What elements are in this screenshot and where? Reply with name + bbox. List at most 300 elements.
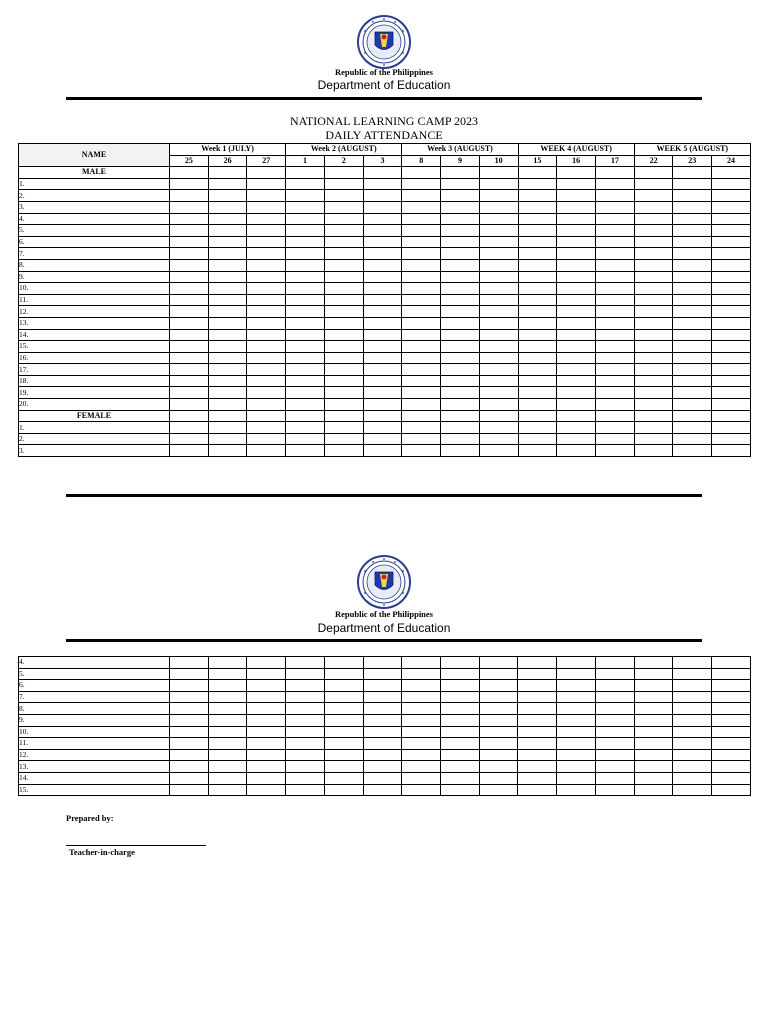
attendance-cell[interactable]	[170, 306, 209, 318]
student-name-cell[interactable]: 10.	[19, 726, 170, 738]
attendance-cell[interactable]	[595, 738, 634, 750]
attendance-cell[interactable]	[208, 680, 247, 692]
attendance-cell[interactable]	[673, 294, 712, 306]
attendance-cell[interactable]	[518, 714, 557, 726]
attendance-cell[interactable]	[634, 445, 673, 457]
attendance-cell[interactable]	[324, 341, 363, 353]
attendance-cell[interactable]	[712, 167, 751, 179]
attendance-cell[interactable]	[208, 772, 247, 784]
attendance-cell[interactable]	[363, 201, 402, 213]
attendance-cell[interactable]	[518, 283, 557, 295]
attendance-cell[interactable]	[247, 190, 286, 202]
attendance-cell[interactable]	[402, 703, 441, 715]
attendance-cell[interactable]	[208, 387, 247, 399]
attendance-cell[interactable]	[402, 738, 441, 750]
attendance-cell[interactable]	[518, 772, 557, 784]
attendance-cell[interactable]	[441, 375, 480, 387]
attendance-cell[interactable]	[402, 294, 441, 306]
attendance-cell[interactable]	[286, 703, 325, 715]
attendance-cell[interactable]	[518, 749, 557, 761]
attendance-cell[interactable]	[518, 691, 557, 703]
attendance-cell[interactable]	[363, 772, 402, 784]
attendance-cell[interactable]	[324, 352, 363, 364]
attendance-cell[interactable]	[712, 317, 751, 329]
attendance-cell[interactable]	[324, 433, 363, 445]
attendance-cell[interactable]	[247, 259, 286, 271]
attendance-cell[interactable]	[557, 445, 596, 457]
attendance-cell[interactable]	[170, 213, 209, 225]
attendance-cell[interactable]	[712, 691, 751, 703]
attendance-cell[interactable]	[286, 283, 325, 295]
attendance-cell[interactable]	[286, 352, 325, 364]
attendance-cell[interactable]	[595, 248, 634, 260]
attendance-cell[interactable]	[363, 167, 402, 179]
attendance-cell[interactable]	[170, 271, 209, 283]
attendance-cell[interactable]	[557, 178, 596, 190]
attendance-cell[interactable]	[286, 294, 325, 306]
attendance-cell[interactable]	[557, 248, 596, 260]
attendance-cell[interactable]	[441, 668, 480, 680]
student-name-cell[interactable]: 15.	[19, 341, 170, 353]
attendance-cell[interactable]	[557, 329, 596, 341]
attendance-cell[interactable]	[247, 749, 286, 761]
attendance-cell[interactable]	[286, 236, 325, 248]
attendance-cell[interactable]	[170, 201, 209, 213]
attendance-cell[interactable]	[557, 422, 596, 434]
attendance-cell[interactable]	[402, 225, 441, 237]
attendance-cell[interactable]	[673, 761, 712, 773]
attendance-cell[interactable]	[712, 178, 751, 190]
attendance-cell[interactable]	[247, 433, 286, 445]
attendance-cell[interactable]	[247, 329, 286, 341]
attendance-cell[interactable]	[441, 167, 480, 179]
attendance-cell[interactable]	[595, 749, 634, 761]
attendance-cell[interactable]	[247, 248, 286, 260]
attendance-cell[interactable]	[208, 726, 247, 738]
attendance-cell[interactable]	[557, 306, 596, 318]
attendance-cell[interactable]	[363, 178, 402, 190]
attendance-cell[interactable]	[324, 213, 363, 225]
attendance-cell[interactable]	[712, 248, 751, 260]
student-name-cell[interactable]: 11.	[19, 738, 170, 750]
attendance-cell[interactable]	[673, 213, 712, 225]
attendance-cell[interactable]	[712, 294, 751, 306]
attendance-cell[interactable]	[595, 317, 634, 329]
attendance-cell[interactable]	[363, 784, 402, 796]
attendance-cell[interactable]	[595, 213, 634, 225]
attendance-cell[interactable]	[712, 668, 751, 680]
attendance-cell[interactable]	[363, 749, 402, 761]
attendance-cell[interactable]	[247, 738, 286, 750]
attendance-cell[interactable]	[363, 248, 402, 260]
attendance-cell[interactable]	[595, 341, 634, 353]
attendance-cell[interactable]	[402, 271, 441, 283]
attendance-cell[interactable]	[634, 364, 673, 376]
attendance-cell[interactable]	[441, 259, 480, 271]
attendance-cell[interactable]	[286, 190, 325, 202]
attendance-cell[interactable]	[170, 761, 209, 773]
attendance-cell[interactable]	[208, 352, 247, 364]
attendance-cell[interactable]	[170, 726, 209, 738]
attendance-cell[interactable]	[247, 294, 286, 306]
attendance-cell[interactable]	[557, 317, 596, 329]
attendance-cell[interactable]	[208, 657, 247, 669]
attendance-cell[interactable]	[712, 190, 751, 202]
attendance-cell[interactable]	[286, 178, 325, 190]
attendance-cell[interactable]	[247, 680, 286, 692]
attendance-cell[interactable]	[634, 178, 673, 190]
attendance-cell[interactable]	[441, 738, 480, 750]
attendance-cell[interactable]	[479, 306, 518, 318]
attendance-cell[interactable]	[286, 341, 325, 353]
attendance-cell[interactable]	[208, 784, 247, 796]
attendance-cell[interactable]	[208, 410, 247, 422]
attendance-cell[interactable]	[208, 761, 247, 773]
attendance-cell[interactable]	[557, 703, 596, 715]
attendance-cell[interactable]	[402, 657, 441, 669]
attendance-cell[interactable]	[712, 703, 751, 715]
student-name-cell[interactable]: 13.	[19, 317, 170, 329]
attendance-cell[interactable]	[441, 201, 480, 213]
student-name-cell[interactable]: 20.	[19, 399, 170, 411]
attendance-cell[interactable]	[634, 341, 673, 353]
attendance-cell[interactable]	[441, 225, 480, 237]
attendance-cell[interactable]	[170, 178, 209, 190]
attendance-cell[interactable]	[170, 399, 209, 411]
attendance-cell[interactable]	[208, 225, 247, 237]
attendance-cell[interactable]	[673, 726, 712, 738]
attendance-cell[interactable]	[518, 703, 557, 715]
attendance-cell[interactable]	[363, 213, 402, 225]
attendance-cell[interactable]	[441, 352, 480, 364]
attendance-cell[interactable]	[286, 387, 325, 399]
attendance-cell[interactable]	[557, 657, 596, 669]
attendance-cell[interactable]	[208, 341, 247, 353]
attendance-cell[interactable]	[286, 714, 325, 726]
attendance-cell[interactable]	[673, 329, 712, 341]
attendance-cell[interactable]	[634, 190, 673, 202]
attendance-cell[interactable]	[712, 680, 751, 692]
attendance-cell[interactable]	[402, 364, 441, 376]
attendance-cell[interactable]	[363, 283, 402, 295]
attendance-cell[interactable]	[557, 680, 596, 692]
attendance-cell[interactable]	[479, 178, 518, 190]
attendance-cell[interactable]	[634, 738, 673, 750]
attendance-cell[interactable]	[402, 329, 441, 341]
attendance-cell[interactable]	[363, 761, 402, 773]
attendance-cell[interactable]	[557, 259, 596, 271]
attendance-cell[interactable]	[247, 772, 286, 784]
student-name-cell[interactable]: 12.	[19, 306, 170, 318]
attendance-cell[interactable]	[363, 225, 402, 237]
attendance-cell[interactable]	[363, 364, 402, 376]
attendance-cell[interactable]	[479, 668, 518, 680]
attendance-cell[interactable]	[634, 761, 673, 773]
attendance-cell[interactable]	[595, 329, 634, 341]
student-name-cell[interactable]: 13.	[19, 761, 170, 773]
attendance-cell[interactable]	[518, 445, 557, 457]
attendance-cell[interactable]	[208, 738, 247, 750]
attendance-cell[interactable]	[557, 294, 596, 306]
attendance-cell[interactable]	[634, 329, 673, 341]
attendance-cell[interactable]	[170, 329, 209, 341]
attendance-cell[interactable]	[247, 657, 286, 669]
student-name-cell[interactable]: 7.	[19, 248, 170, 260]
attendance-cell[interactable]	[595, 433, 634, 445]
attendance-cell[interactable]	[363, 691, 402, 703]
attendance-cell[interactable]	[595, 422, 634, 434]
attendance-cell[interactable]	[247, 784, 286, 796]
attendance-cell[interactable]	[208, 294, 247, 306]
attendance-cell[interactable]	[170, 714, 209, 726]
attendance-cell[interactable]	[247, 352, 286, 364]
attendance-cell[interactable]	[479, 236, 518, 248]
attendance-cell[interactable]	[324, 445, 363, 457]
attendance-cell[interactable]	[479, 201, 518, 213]
attendance-cell[interactable]	[208, 213, 247, 225]
attendance-cell[interactable]	[247, 364, 286, 376]
attendance-cell[interactable]	[673, 364, 712, 376]
student-name-cell[interactable]: 14.	[19, 329, 170, 341]
attendance-cell[interactable]	[441, 422, 480, 434]
attendance-cell[interactable]	[402, 248, 441, 260]
attendance-cell[interactable]	[634, 657, 673, 669]
attendance-cell[interactable]	[286, 410, 325, 422]
attendance-cell[interactable]	[170, 772, 209, 784]
attendance-cell[interactable]	[441, 680, 480, 692]
attendance-cell[interactable]	[363, 410, 402, 422]
attendance-cell[interactable]	[595, 784, 634, 796]
attendance-cell[interactable]	[557, 387, 596, 399]
attendance-cell[interactable]	[595, 387, 634, 399]
attendance-cell[interactable]	[673, 271, 712, 283]
attendance-cell[interactable]	[208, 306, 247, 318]
attendance-cell[interactable]	[557, 283, 596, 295]
attendance-cell[interactable]	[363, 714, 402, 726]
attendance-cell[interactable]	[208, 749, 247, 761]
attendance-cell[interactable]	[402, 422, 441, 434]
attendance-cell[interactable]	[479, 213, 518, 225]
student-name-cell[interactable]: 12.	[19, 749, 170, 761]
attendance-cell[interactable]	[712, 433, 751, 445]
attendance-cell[interactable]	[712, 364, 751, 376]
attendance-cell[interactable]	[518, 422, 557, 434]
attendance-cell[interactable]	[595, 703, 634, 715]
attendance-cell[interactable]	[363, 680, 402, 692]
attendance-cell[interactable]	[634, 352, 673, 364]
attendance-cell[interactable]	[673, 259, 712, 271]
attendance-cell[interactable]	[557, 225, 596, 237]
attendance-cell[interactable]	[479, 283, 518, 295]
attendance-cell[interactable]	[673, 225, 712, 237]
attendance-cell[interactable]	[402, 201, 441, 213]
attendance-cell[interactable]	[402, 714, 441, 726]
attendance-cell[interactable]	[673, 201, 712, 213]
attendance-cell[interactable]	[170, 283, 209, 295]
attendance-cell[interactable]	[208, 714, 247, 726]
attendance-cell[interactable]	[595, 726, 634, 738]
attendance-cell[interactable]	[208, 236, 247, 248]
attendance-cell[interactable]	[363, 399, 402, 411]
attendance-cell[interactable]	[441, 761, 480, 773]
attendance-cell[interactable]	[479, 691, 518, 703]
attendance-cell[interactable]	[286, 271, 325, 283]
attendance-cell[interactable]	[557, 167, 596, 179]
attendance-cell[interactable]	[673, 248, 712, 260]
attendance-cell[interactable]	[402, 375, 441, 387]
attendance-cell[interactable]	[208, 364, 247, 376]
attendance-cell[interactable]	[673, 703, 712, 715]
attendance-cell[interactable]	[286, 422, 325, 434]
attendance-cell[interactable]	[518, 271, 557, 283]
attendance-cell[interactable]	[286, 317, 325, 329]
attendance-cell[interactable]	[286, 213, 325, 225]
attendance-cell[interactable]	[324, 329, 363, 341]
attendance-cell[interactable]	[518, 259, 557, 271]
attendance-cell[interactable]	[634, 317, 673, 329]
attendance-cell[interactable]	[170, 703, 209, 715]
attendance-cell[interactable]	[402, 680, 441, 692]
student-name-cell[interactable]: 6.	[19, 236, 170, 248]
attendance-cell[interactable]	[247, 225, 286, 237]
attendance-cell[interactable]	[286, 306, 325, 318]
attendance-cell[interactable]	[402, 445, 441, 457]
attendance-cell[interactable]	[402, 236, 441, 248]
attendance-cell[interactable]	[673, 317, 712, 329]
attendance-cell[interactable]	[247, 703, 286, 715]
attendance-cell[interactable]	[208, 178, 247, 190]
attendance-cell[interactable]	[673, 341, 712, 353]
attendance-cell[interactable]	[634, 680, 673, 692]
attendance-cell[interactable]	[634, 703, 673, 715]
attendance-cell[interactable]	[557, 726, 596, 738]
attendance-cell[interactable]	[208, 329, 247, 341]
attendance-cell[interactable]	[208, 691, 247, 703]
attendance-cell[interactable]	[247, 387, 286, 399]
attendance-cell[interactable]	[441, 306, 480, 318]
attendance-cell[interactable]	[557, 375, 596, 387]
attendance-cell[interactable]	[479, 248, 518, 260]
attendance-cell[interactable]	[324, 772, 363, 784]
attendance-cell[interactable]	[402, 784, 441, 796]
attendance-cell[interactable]	[595, 306, 634, 318]
attendance-cell[interactable]	[634, 259, 673, 271]
student-name-cell[interactable]: 6.	[19, 680, 170, 692]
attendance-cell[interactable]	[441, 772, 480, 784]
attendance-cell[interactable]	[712, 283, 751, 295]
attendance-cell[interactable]	[634, 749, 673, 761]
attendance-cell[interactable]	[363, 445, 402, 457]
attendance-cell[interactable]	[712, 341, 751, 353]
attendance-cell[interactable]	[479, 329, 518, 341]
attendance-cell[interactable]	[286, 657, 325, 669]
attendance-cell[interactable]	[557, 190, 596, 202]
attendance-cell[interactable]	[247, 691, 286, 703]
attendance-cell[interactable]	[208, 703, 247, 715]
attendance-cell[interactable]	[363, 317, 402, 329]
attendance-cell[interactable]	[518, 317, 557, 329]
attendance-cell[interactable]	[712, 352, 751, 364]
attendance-cell[interactable]	[479, 784, 518, 796]
attendance-cell[interactable]	[324, 714, 363, 726]
attendance-cell[interactable]	[557, 668, 596, 680]
attendance-cell[interactable]	[286, 167, 325, 179]
attendance-cell[interactable]	[518, 167, 557, 179]
attendance-cell[interactable]	[441, 248, 480, 260]
attendance-cell[interactable]	[286, 433, 325, 445]
attendance-cell[interactable]	[247, 761, 286, 773]
student-name-cell[interactable]: 4.	[19, 213, 170, 225]
attendance-cell[interactable]	[363, 703, 402, 715]
attendance-cell[interactable]	[208, 317, 247, 329]
attendance-cell[interactable]	[673, 784, 712, 796]
attendance-cell[interactable]	[518, 352, 557, 364]
attendance-cell[interactable]	[324, 167, 363, 179]
attendance-cell[interactable]	[479, 317, 518, 329]
attendance-cell[interactable]	[170, 248, 209, 260]
attendance-cell[interactable]	[170, 657, 209, 669]
attendance-cell[interactable]	[363, 657, 402, 669]
attendance-cell[interactable]	[363, 306, 402, 318]
attendance-cell[interactable]	[479, 399, 518, 411]
attendance-cell[interactable]	[170, 225, 209, 237]
attendance-cell[interactable]	[324, 375, 363, 387]
attendance-cell[interactable]	[324, 784, 363, 796]
attendance-cell[interactable]	[363, 726, 402, 738]
attendance-cell[interactable]	[712, 375, 751, 387]
attendance-cell[interactable]	[441, 749, 480, 761]
attendance-cell[interactable]	[324, 178, 363, 190]
attendance-cell[interactable]	[634, 271, 673, 283]
attendance-cell[interactable]	[324, 761, 363, 773]
student-name-cell[interactable]: 1.	[19, 178, 170, 190]
attendance-cell[interactable]	[441, 691, 480, 703]
attendance-cell[interactable]	[247, 399, 286, 411]
attendance-cell[interactable]	[286, 364, 325, 376]
attendance-cell[interactable]	[712, 784, 751, 796]
attendance-cell[interactable]	[712, 422, 751, 434]
student-name-cell[interactable]: 8.	[19, 259, 170, 271]
attendance-cell[interactable]	[247, 375, 286, 387]
attendance-cell[interactable]	[634, 167, 673, 179]
attendance-cell[interactable]	[286, 749, 325, 761]
attendance-cell[interactable]	[286, 445, 325, 457]
attendance-cell[interactable]	[324, 236, 363, 248]
attendance-cell[interactable]	[324, 225, 363, 237]
attendance-cell[interactable]	[634, 691, 673, 703]
attendance-cell[interactable]	[634, 399, 673, 411]
attendance-cell[interactable]	[712, 657, 751, 669]
attendance-cell[interactable]	[479, 341, 518, 353]
attendance-cell[interactable]	[170, 190, 209, 202]
attendance-cell[interactable]	[286, 668, 325, 680]
attendance-cell[interactable]	[363, 433, 402, 445]
attendance-cell[interactable]	[557, 341, 596, 353]
attendance-cell[interactable]	[170, 738, 209, 750]
attendance-cell[interactable]	[247, 668, 286, 680]
attendance-cell[interactable]	[557, 201, 596, 213]
attendance-cell[interactable]	[595, 167, 634, 179]
attendance-cell[interactable]	[479, 445, 518, 457]
attendance-cell[interactable]	[247, 201, 286, 213]
attendance-cell[interactable]	[286, 259, 325, 271]
attendance-cell[interactable]	[208, 433, 247, 445]
student-name-cell[interactable]: 3.	[19, 201, 170, 213]
attendance-cell[interactable]	[557, 772, 596, 784]
attendance-cell[interactable]	[247, 410, 286, 422]
attendance-cell[interactable]	[595, 772, 634, 784]
attendance-cell[interactable]	[479, 714, 518, 726]
